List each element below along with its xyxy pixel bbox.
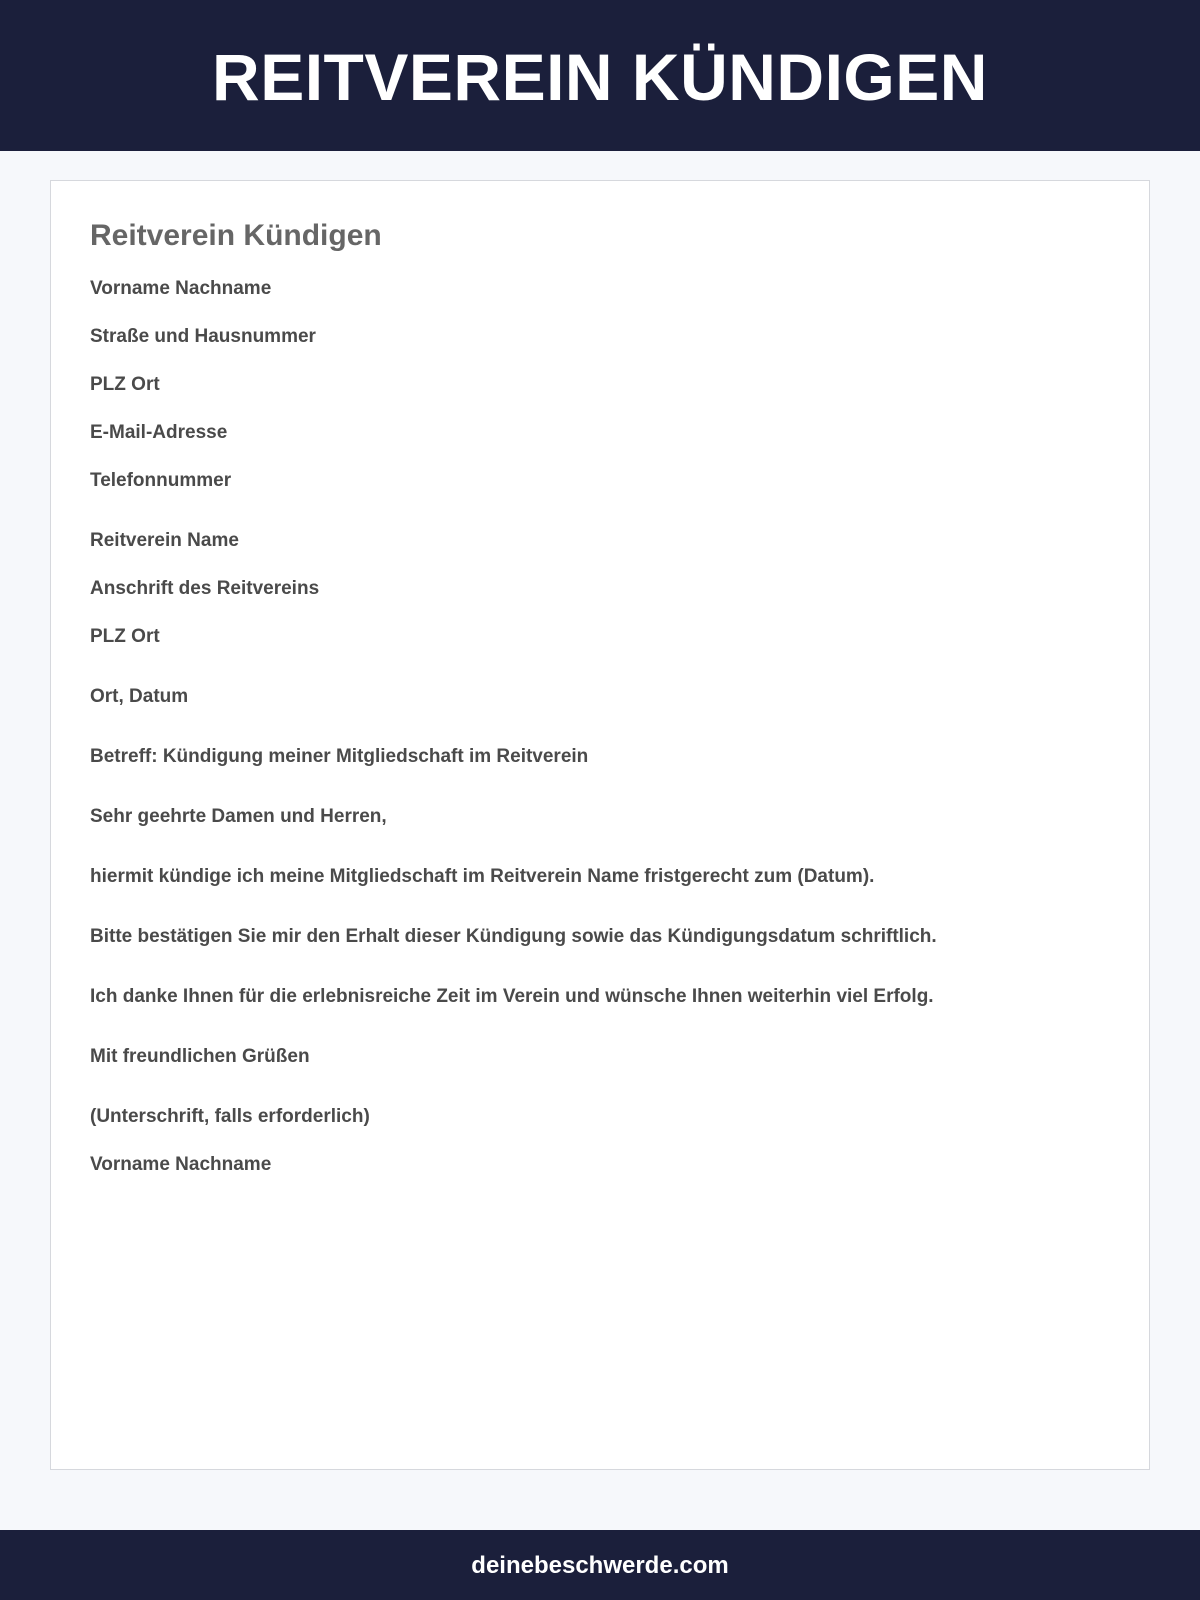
sender-city: PLZ Ort [90, 374, 160, 395]
sender-name: Vorname Nachname [90, 278, 272, 299]
recipient-name: Reitverein Name [90, 530, 239, 551]
body-paragraph: hiermit kündige ich meine Mitgliedschaft im Reitverein Name fristgerecht zum (Datum). [90, 866, 875, 887]
body-paragraph: Bitte bestätigen Sie mir den Erhalt dieser Kündigung sowie das Kündigungsdatum schriftlich. [90, 926, 937, 947]
signature-name: Vorname Nachname [90, 1154, 272, 1175]
page-title: REITVEREIN KÜNDIGEN [212, 39, 988, 114]
place-date: Ort, Datum [90, 686, 189, 707]
page-footer [0, 1530, 1200, 1600]
sender-street: Straße und Hausnummer [90, 326, 316, 347]
body-paragraph: Ich danke Ihnen für die erlebnisreiche Zeit im Verein und wünsche Ihnen weiterhin viel Erfolg. [90, 986, 934, 1007]
closing: Mit freundlichen Grüßen [90, 1046, 310, 1067]
subject-line: Betreff: Kündigung meiner Mitgliedschaft im Reitverein [90, 746, 589, 767]
salutation: Sehr geehrte Damen und Herren, [90, 806, 387, 827]
recipient-address: Anschrift des Reitvereins [90, 578, 320, 599]
letter-card [50, 180, 1150, 1470]
sender-phone: Telefonnummer [90, 470, 232, 491]
footer-site-name: deinebeschwerde.com [471, 1551, 729, 1579]
recipient-city: PLZ Ort [90, 626, 160, 647]
letter-heading: Reitverein Kündigen [90, 219, 382, 252]
signature-note: (Unterschrift, falls erforderlich) [90, 1106, 370, 1127]
page-header [0, 0, 1200, 151]
sender-email: E-Mail-Adresse [90, 422, 228, 443]
